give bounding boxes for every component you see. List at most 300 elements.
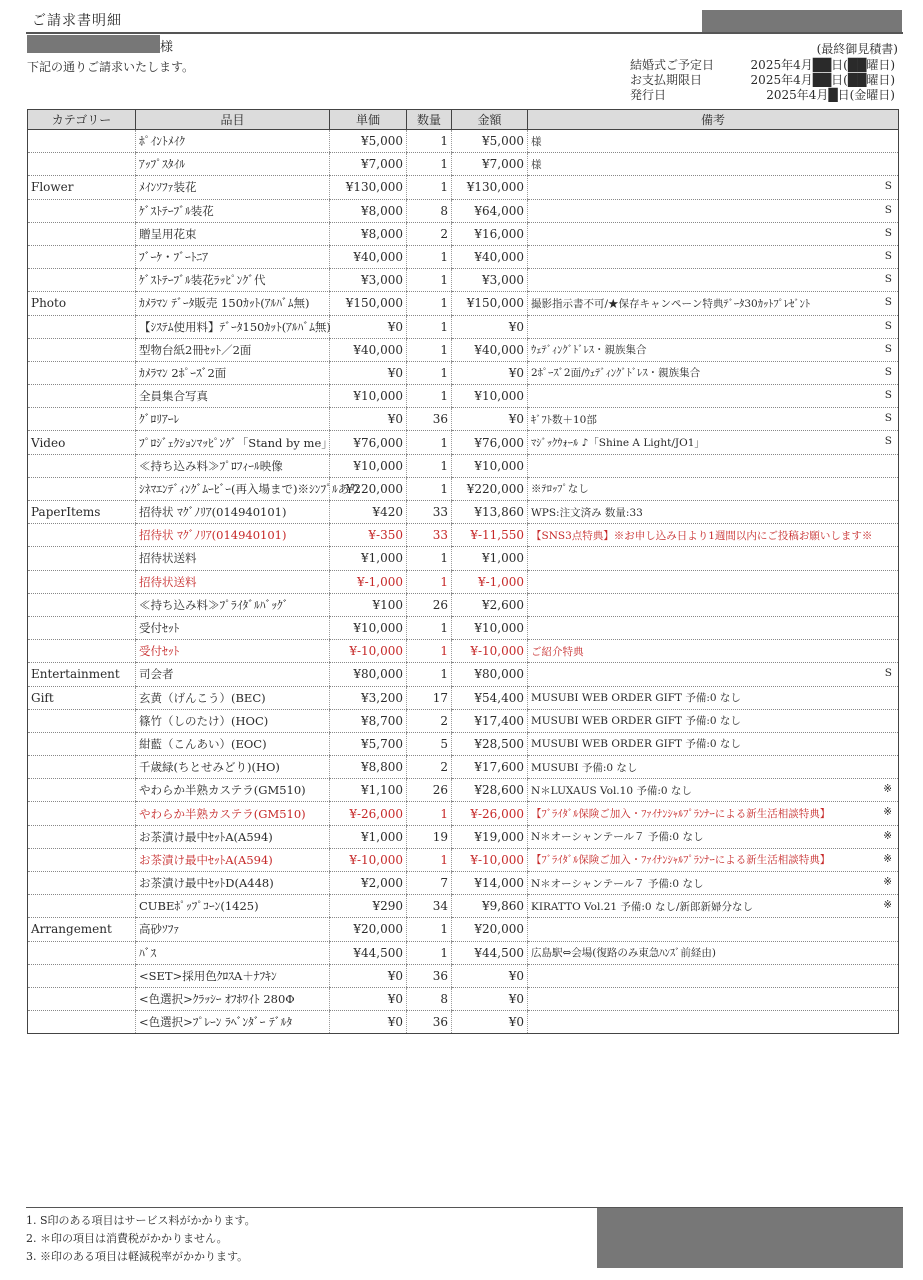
remarks-cell <box>528 431 899 454</box>
tax-mark: ※ <box>883 806 892 819</box>
remarks-cell <box>528 686 899 709</box>
item-name-cell: やわらか半熟カステラ(GM510) <box>136 779 330 802</box>
amount-cell: ¥10,000 <box>452 454 528 477</box>
table-row <box>28 130 899 153</box>
table-row <box>28 825 899 848</box>
amount-cell: ¥-11,550 <box>452 524 528 547</box>
amount-cell: ¥2,600 <box>452 593 528 616</box>
quantity-cell: 8 <box>407 987 452 1010</box>
remarks-text: MUSUBI WEB ORDER GIFT 予備:0 なし <box>531 738 741 751</box>
tax-mark: S <box>884 319 892 332</box>
remarks-cell <box>528 222 899 245</box>
remarks-cell <box>528 454 899 477</box>
amount-cell: ¥150,000 <box>452 292 528 315</box>
category-cell <box>28 872 136 895</box>
unit-price-cell: ¥3,000 <box>330 269 407 292</box>
item-name-cell: CUBEﾎﾟｯﾌﾟｺｰﾝ(1425) <box>136 895 330 918</box>
remarks-text: ご紹介特典 <box>531 645 584 658</box>
amount-cell: ¥-26,000 <box>452 802 528 825</box>
item-name-cell: お茶漬け最中ｾｯﾄA(A594) <box>136 848 330 871</box>
quantity-cell: 1 <box>407 176 452 199</box>
quantity-cell: 36 <box>407 408 452 431</box>
item-name-cell: ｱｯﾌﾟｽﾀｲﾙ <box>136 153 330 176</box>
category-cell <box>28 454 136 477</box>
remarks-cell <box>528 408 899 431</box>
remarks-cell <box>528 385 899 408</box>
remarks-cell <box>528 292 899 315</box>
item-name-cell: ≪持ち込み料≫ﾌﾟﾛﾌｨｰﾙ映像 <box>136 454 330 477</box>
tax-mark: ※ <box>883 852 892 865</box>
invoice-items-table <box>27 109 899 1034</box>
remarks-text: 広島駅⇔会場(復路のみ東急ﾊﾝｽﾞ前経由) <box>531 947 716 960</box>
issue-date-row <box>630 88 895 103</box>
category-cell <box>28 361 136 384</box>
quantity-cell: 1 <box>407 130 452 153</box>
item-name-cell: <色選択>ｸﾗｯｼｰ ｵﾌﾎﾜｲﾄ 280Φ <box>136 987 330 1010</box>
quantity-cell: 26 <box>407 593 452 616</box>
quantity-cell: 1 <box>407 431 452 454</box>
amount-cell: ¥44,500 <box>452 941 528 964</box>
remarks-cell <box>528 918 899 941</box>
quantity-cell: 1 <box>407 245 452 268</box>
quantity-cell: 1 <box>407 292 452 315</box>
tax-mark: S <box>884 412 892 425</box>
col-header-category: カテゴリー <box>28 110 136 130</box>
remarks-cell <box>528 199 899 222</box>
table-row <box>28 153 899 176</box>
unit-price-cell: ¥5,000 <box>330 130 407 153</box>
remarks-text: WPS:注文済み 数量:33 <box>531 506 643 519</box>
category-cell: Flower <box>28 176 136 199</box>
item-name-cell: 全員集合写真 <box>136 385 330 408</box>
quantity-cell: 2 <box>407 222 452 245</box>
table-row <box>28 524 899 547</box>
remarks-text: 様 <box>531 158 542 171</box>
remarks-cell <box>528 477 899 500</box>
item-name-cell: やわらか半熟カステラ(GM510) <box>136 802 330 825</box>
footnote-2: 2. ＊印の項目は消費税がかかりません。 <box>26 1232 228 1245</box>
tax-mark: S <box>884 180 892 193</box>
remarks-text: ﾏｼﾞｯｸｳｫｰﾙ ♪「Shine A Light/JO1」 <box>531 437 705 450</box>
remarks-cell <box>528 1011 899 1034</box>
remarks-text: MUSUBI 予備:0 なし <box>531 761 638 774</box>
remarks-cell <box>528 709 899 732</box>
item-name-cell: 招待状送料 <box>136 570 330 593</box>
tax-mark: S <box>884 365 892 378</box>
amount-cell: ¥220,000 <box>452 477 528 500</box>
category-cell <box>28 385 136 408</box>
amount-cell: ¥14,000 <box>452 872 528 895</box>
table-row <box>28 964 899 987</box>
col-header-item: 品目 <box>136 110 330 130</box>
category-cell <box>28 825 136 848</box>
unit-price-cell: ¥290 <box>330 895 407 918</box>
table-row <box>28 315 899 338</box>
item-name-cell: ﾌﾟﾛｼﾞｪｸｼｮﾝﾏｯﾋﾟﾝｸﾞ「Stand by me」 <box>136 431 330 454</box>
table-row <box>28 454 899 477</box>
item-name-cell: 司会者 <box>136 663 330 686</box>
date-value: 2025年4月██日(██曜日) <box>750 73 895 87</box>
col-header-amount: 金額 <box>452 110 528 130</box>
remarks-cell <box>528 153 899 176</box>
unit-price-cell: ¥3,200 <box>330 686 407 709</box>
category-cell <box>28 848 136 871</box>
table-row <box>28 616 899 639</box>
table-body <box>28 130 899 1034</box>
payment-due-row <box>630 73 895 88</box>
quantity-cell: 26 <box>407 779 452 802</box>
table-row <box>28 848 899 871</box>
item-name-cell: ｼﾈﾏｴﾝﾃﾞｨﾝｸﾞﾑｰﾋﾞｰ(再入場まで)※ｼﾝﾌﾟﾙあり <box>136 477 330 500</box>
unit-price-cell: ¥0 <box>330 361 407 384</box>
category-cell <box>28 153 136 176</box>
amount-cell: ¥10,000 <box>452 616 528 639</box>
unit-price-cell: ¥5,700 <box>330 732 407 755</box>
date-value: 2025年4月██日(██曜日) <box>750 58 895 72</box>
quantity-cell: 8 <box>407 199 452 222</box>
table-row <box>28 732 899 755</box>
tax-mark: ※ <box>883 876 892 888</box>
tax-mark: S <box>884 296 892 309</box>
category-cell <box>28 222 136 245</box>
category-cell <box>28 756 136 779</box>
unit-price-cell: ¥-1,000 <box>330 570 407 593</box>
table-row <box>28 895 899 918</box>
redaction-customer-name <box>27 35 160 53</box>
item-name-cell: 型物台紙2冊ｾｯﾄ／2面 <box>136 338 330 361</box>
unit-price-cell: ¥-10,000 <box>330 640 407 663</box>
item-name-cell: ｶﾒﾗﾏﾝ 2ﾎﾟｰｽﾞ2面 <box>136 361 330 384</box>
amount-cell: ¥10,000 <box>452 385 528 408</box>
quantity-cell: 1 <box>407 269 452 292</box>
date-block <box>630 58 895 103</box>
amount-cell: ¥1,000 <box>452 547 528 570</box>
document-title: ご請求書明細 <box>32 13 122 29</box>
category-cell <box>28 547 136 570</box>
category-cell: Entertainment <box>28 663 136 686</box>
remarks-cell <box>528 593 899 616</box>
tax-mark: S <box>884 435 892 448</box>
redaction-footer <box>597 1208 903 1268</box>
unit-price-cell: ¥10,000 <box>330 385 407 408</box>
remarks-text: 撮影指示書不可/★保存キャンペーン特典ﾃﾞｰﾀ30ｶｯﾄﾌﾟﾚｾﾞﾝﾄ <box>531 297 811 310</box>
remarks-cell <box>528 524 899 547</box>
category-cell <box>28 130 136 153</box>
final-estimate-label: (最終御見積書) <box>816 42 898 56</box>
remarks-cell <box>528 640 899 663</box>
item-name-cell: 招待状送料 <box>136 547 330 570</box>
category-cell <box>28 987 136 1010</box>
quantity-cell: 1 <box>407 640 452 663</box>
amount-cell: ¥0 <box>452 408 528 431</box>
unit-price-cell: ¥-10,000 <box>330 848 407 871</box>
table-row <box>28 292 899 315</box>
quantity-cell: 2 <box>407 709 452 732</box>
amount-cell: ¥0 <box>452 1011 528 1034</box>
remarks-cell <box>528 176 899 199</box>
tax-mark: S <box>884 667 892 680</box>
amount-cell: ¥0 <box>452 964 528 987</box>
col-header-unit-price: 単価 <box>330 110 407 130</box>
quantity-cell: 1 <box>407 802 452 825</box>
item-name-cell: 玄黄（げんこう）(BEC) <box>136 686 330 709</box>
category-cell <box>28 593 136 616</box>
remarks-text: KIRATTO Vol.21 予備:0 なし/新郎新婦分なし <box>531 900 753 913</box>
table-row <box>28 802 899 825</box>
table-row <box>28 872 899 895</box>
category-cell <box>28 524 136 547</box>
category-cell: Arrangement <box>28 918 136 941</box>
tax-mark: ※ <box>883 783 892 796</box>
remarks-cell <box>528 825 899 848</box>
remarks-cell <box>528 802 899 825</box>
item-name-cell: ｹﾞｽﾄﾃｰﾌﾞﾙ装花ﾗｯﾋﾟﾝｸﾞ代 <box>136 269 330 292</box>
category-cell: Gift <box>28 686 136 709</box>
amount-cell: ¥5,000 <box>452 130 528 153</box>
quantity-cell: 1 <box>407 315 452 338</box>
quantity-cell: 36 <box>407 964 452 987</box>
remarks-text: MUSUBI WEB ORDER GIFT 予備:0 なし <box>531 692 741 705</box>
quantity-cell: 34 <box>407 895 452 918</box>
unit-price-cell: ¥40,000 <box>330 338 407 361</box>
title-divider <box>26 32 903 34</box>
unit-price-cell: ¥76,000 <box>330 431 407 454</box>
quantity-cell: 1 <box>407 848 452 871</box>
unit-price-cell: ¥7,000 <box>330 153 407 176</box>
date-value: 2025年4月█日(金曜日) <box>766 88 895 102</box>
unit-price-cell: ¥-350 <box>330 524 407 547</box>
category-cell <box>28 640 136 663</box>
category-cell <box>28 245 136 268</box>
item-name-cell: ｶﾒﾗﾏﾝ ﾃﾞｰﾀ販売 150ｶｯﾄ(ｱﾙﾊﾞﾑ無) <box>136 292 330 315</box>
remarks-cell <box>528 130 899 153</box>
category-cell <box>28 199 136 222</box>
category-cell <box>28 1011 136 1034</box>
table-row <box>28 686 899 709</box>
quantity-cell: 36 <box>407 1011 452 1034</box>
remarks-cell <box>528 616 899 639</box>
footnote-3: 3. ※印のある項目は軽減税率がかかります。 <box>26 1250 249 1263</box>
remarks-text: N＊LUXAUS Vol.10 予備:0 なし <box>531 784 692 797</box>
unit-price-cell: ¥8,700 <box>330 709 407 732</box>
footnote-1: 1. S印のある項目はサービス料がかかります。 <box>26 1214 256 1227</box>
item-name-cell: ﾌﾞｰｹ・ﾌﾞｰﾄﾆｱ <box>136 245 330 268</box>
amount-cell: ¥40,000 <box>452 245 528 268</box>
amount-cell: ¥17,600 <box>452 756 528 779</box>
item-name-cell: ≪持ち込み料≫ﾌﾟﾗｲﾀﾞﾙﾊﾞｯｸﾞ <box>136 593 330 616</box>
remarks-text: ｷﾞﾌﾄ数＋10部 <box>531 413 597 426</box>
unit-price-cell: ¥0 <box>330 1011 407 1034</box>
item-name-cell: 紺藍（こんあい）(EOC) <box>136 732 330 755</box>
unit-price-cell: ¥0 <box>330 408 407 431</box>
unit-price-cell: ¥40,000 <box>330 245 407 268</box>
remarks-text: N＊オーシャンテール７ 予備:0 なし <box>531 831 704 844</box>
remarks-cell <box>528 987 899 1010</box>
tax-mark: S <box>884 249 892 262</box>
unit-price-cell: ¥0 <box>330 987 407 1010</box>
quantity-cell: 17 <box>407 686 452 709</box>
item-name-cell: 高砂ｿﾌｧ <box>136 918 330 941</box>
table-row <box>28 245 899 268</box>
col-header-remarks: 備考 <box>528 110 899 130</box>
unit-price-cell: ¥0 <box>330 964 407 987</box>
amount-cell: ¥0 <box>452 987 528 1010</box>
remarks-text: ｳｪﾃﾞｨﾝｸﾞﾄﾞﾚｽ・親族集合 <box>531 344 647 357</box>
table-row <box>28 361 899 384</box>
table-header-row <box>28 110 899 130</box>
unit-price-cell: ¥20,000 <box>330 918 407 941</box>
category-cell <box>28 802 136 825</box>
remarks-cell <box>528 895 899 918</box>
table-row <box>28 501 899 524</box>
unit-price-cell: ¥2,000 <box>330 872 407 895</box>
category-cell <box>28 315 136 338</box>
unit-price-cell: ¥8,000 <box>330 199 407 222</box>
category-cell: Photo <box>28 292 136 315</box>
amount-cell: ¥3,000 <box>452 269 528 292</box>
unit-price-cell: ¥0 <box>330 315 407 338</box>
table-row <box>28 756 899 779</box>
tax-mark: ※ <box>883 899 892 912</box>
category-cell: Video <box>28 431 136 454</box>
amount-cell: ¥28,500 <box>452 732 528 755</box>
remarks-cell <box>528 941 899 964</box>
remarks-cell <box>528 269 899 292</box>
remarks-cell <box>528 663 899 686</box>
unit-price-cell: ¥1,000 <box>330 825 407 848</box>
amount-cell: ¥17,400 <box>452 709 528 732</box>
table-row <box>28 593 899 616</box>
unit-price-cell: ¥10,000 <box>330 454 407 477</box>
tax-mark: S <box>884 342 892 355</box>
remarks-cell <box>528 872 899 895</box>
remarks-text: ※ﾃﾛｯﾌﾟなし <box>531 483 589 496</box>
item-name-cell: <SET>採用色ｸﾛｽA＋ﾅﾌｷﾝ <box>136 964 330 987</box>
amount-cell: ¥54,400 <box>452 686 528 709</box>
category-cell <box>28 338 136 361</box>
unit-price-cell: ¥44,500 <box>330 941 407 964</box>
quantity-cell: 1 <box>407 385 452 408</box>
redaction-header <box>702 10 902 32</box>
table-row <box>28 385 899 408</box>
table-row <box>28 779 899 802</box>
item-name-cell: <色選択>ﾌﾟﾚｰﾝ ﾗﾍﾞﾝﾀﾞｰ ﾃﾞﾙﾀ <box>136 1011 330 1034</box>
amount-cell: ¥-10,000 <box>452 640 528 663</box>
quantity-cell: 2 <box>407 756 452 779</box>
item-name-cell: 受付ｾｯﾄ <box>136 616 330 639</box>
amount-cell: ¥130,000 <box>452 176 528 199</box>
table-row <box>28 547 899 570</box>
amount-cell: ¥16,000 <box>452 222 528 245</box>
item-name-cell: 千歳緑(ちとせみどり)(HO) <box>136 756 330 779</box>
tax-mark: ※ <box>883 829 892 842</box>
item-name-cell: 篠竹（しのたけ）(HOC) <box>136 709 330 732</box>
category-cell <box>28 964 136 987</box>
tax-mark: S <box>884 226 892 239</box>
unit-price-cell: ¥8,800 <box>330 756 407 779</box>
unit-price-cell: ¥420 <box>330 501 407 524</box>
tax-mark: S <box>884 389 892 402</box>
remarks-text: 【ﾌﾞﾗｲﾀﾞﾙ保険ご加入・ﾌｧｲﾅﾝｼｬﾙﾌﾟﾗﾝﾅｰによる新生活相談特典】 <box>531 808 831 821</box>
remarks-cell <box>528 315 899 338</box>
amount-cell: ¥9,860 <box>452 895 528 918</box>
unit-price-cell: ¥1,000 <box>330 547 407 570</box>
amount-cell: ¥-1,000 <box>452 570 528 593</box>
table-row <box>28 269 899 292</box>
quantity-cell: 1 <box>407 570 452 593</box>
unit-price-cell: ¥130,000 <box>330 176 407 199</box>
remarks-text: 2ﾎﾟｰｽﾞ2面/ｳｪﾃﾞｨﾝｸﾞﾄﾞﾚｽ・親族集合 <box>531 367 701 380</box>
amount-cell: ¥40,000 <box>452 338 528 361</box>
table-row <box>28 477 899 500</box>
col-header-quantity: 数量 <box>407 110 452 130</box>
remarks-text: N＊オーシャンテール７ 予備:0 なし <box>531 877 704 890</box>
item-name-cell: 招待状 ﾏｸﾞﾉﾘｱ(014940101) <box>136 524 330 547</box>
unit-price-cell: ¥100 <box>330 593 407 616</box>
table-row <box>28 199 899 222</box>
quantity-cell: 1 <box>407 477 452 500</box>
unit-price-cell: ¥150,000 <box>330 292 407 315</box>
amount-cell: ¥13,860 <box>452 501 528 524</box>
item-name-cell: ｹﾞｽﾄﾃｰﾌﾞﾙ装花 <box>136 199 330 222</box>
table-row <box>28 640 899 663</box>
table-row <box>28 709 899 732</box>
remarks-text: 【SNS3点特典】※お申し込み日より1週間以内にご投稿お願いします※ <box>531 529 873 542</box>
table-row <box>28 570 899 593</box>
category-cell <box>28 616 136 639</box>
unit-price-cell: ¥8,000 <box>330 222 407 245</box>
unit-price-cell: ¥220,000 <box>330 477 407 500</box>
item-name-cell: 受付ｾｯﾄ <box>136 640 330 663</box>
remarks-cell <box>528 501 899 524</box>
quantity-cell: 1 <box>407 361 452 384</box>
category-cell <box>28 408 136 431</box>
tax-mark: S <box>884 273 892 286</box>
quantity-cell: 1 <box>407 547 452 570</box>
category-cell <box>28 779 136 802</box>
item-name-cell: お茶漬け最中ｾｯﾄA(A594) <box>136 825 330 848</box>
table-row <box>28 176 899 199</box>
date-label: 発行日 <box>630 88 667 102</box>
item-name-cell: ﾎﾟｲﾝﾄﾒｲｸ <box>136 130 330 153</box>
category-cell <box>28 895 136 918</box>
quantity-cell: 5 <box>407 732 452 755</box>
amount-cell: ¥19,000 <box>452 825 528 848</box>
quantity-cell: 33 <box>407 501 452 524</box>
unit-price-cell: ¥10,000 <box>330 616 407 639</box>
date-label: お支払期限日 <box>630 73 703 87</box>
amount-cell: ¥0 <box>452 315 528 338</box>
amount-cell: ¥7,000 <box>452 153 528 176</box>
remarks-text: 様 <box>531 135 542 148</box>
table-row <box>28 431 899 454</box>
remarks-cell <box>528 338 899 361</box>
date-label: 結婚式ご予定日 <box>630 58 715 72</box>
table-row <box>28 338 899 361</box>
item-name-cell: お茶漬け最中ｾｯﾄD(A448) <box>136 872 330 895</box>
amount-cell: ¥64,000 <box>452 199 528 222</box>
quantity-cell: 1 <box>407 918 452 941</box>
item-name-cell: ｸﾞﾛﾘｱｰﾚ <box>136 408 330 431</box>
amount-cell: ¥28,600 <box>452 779 528 802</box>
item-name-cell: ﾊﾞｽ <box>136 941 330 964</box>
remarks-cell <box>528 570 899 593</box>
table-row <box>28 222 899 245</box>
quantity-cell: 1 <box>407 941 452 964</box>
remarks-cell <box>528 732 899 755</box>
unit-price-cell: ¥-26,000 <box>330 802 407 825</box>
table-row <box>28 987 899 1010</box>
